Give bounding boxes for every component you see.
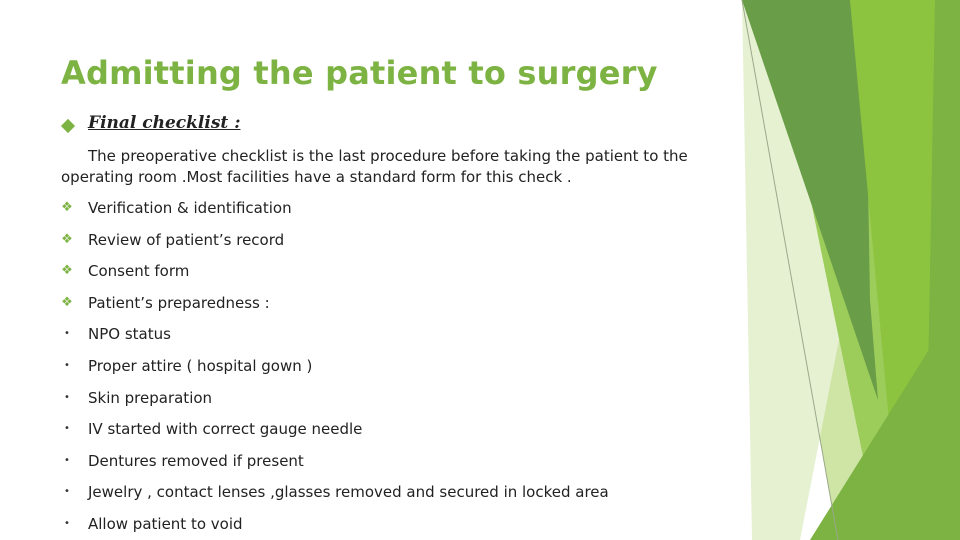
checkmark-bullet-icon: ❖ [61,232,73,247]
dot-bullet-icon: • [64,360,70,371]
list-item-text: Skin preparation [88,389,213,407]
list-item-text: Allow patient to void [88,515,243,533]
list-item-text: Jewelry , contact lenses ,glasses removed and secured in locked area [88,483,609,501]
list-item-text: Verification & identification [88,199,292,217]
list-item-text: Review of patient’s record [88,231,285,249]
list-item-text: Consent form [88,262,190,280]
checkmark-bullet-icon: ❖ [61,263,73,278]
checkmark-bullet-icon: ❖ [61,295,73,310]
dot-bullet-icon: • [64,518,70,529]
dot-bullet-icon: • [64,328,70,339]
slide-title: Admitting the patient to surgery [61,54,658,92]
list-item-text: Patient’s preparedness : [88,294,270,312]
list-item-text: IV started with correct gauge needle [88,420,363,438]
checkmark-bullet-icon: ❖ [61,200,73,215]
list-item-text: NPO status [88,325,171,343]
dot-bullet-icon: • [64,392,70,403]
dot-bullet-icon: • [64,423,70,434]
list-item-text: Dentures removed if present [88,452,304,470]
subheading-text: Final checklist : [88,113,241,133]
dot-bullet-icon: • [64,455,70,466]
list-item-text: Proper attire ( hospital gown ) [88,357,313,375]
intro-paragraph: The preoperative checklist is the last procedure before taking the patient to the operating room .Most facilities have a standard form for this check . [61,147,688,186]
dot-bullet-icon: • [64,486,70,497]
